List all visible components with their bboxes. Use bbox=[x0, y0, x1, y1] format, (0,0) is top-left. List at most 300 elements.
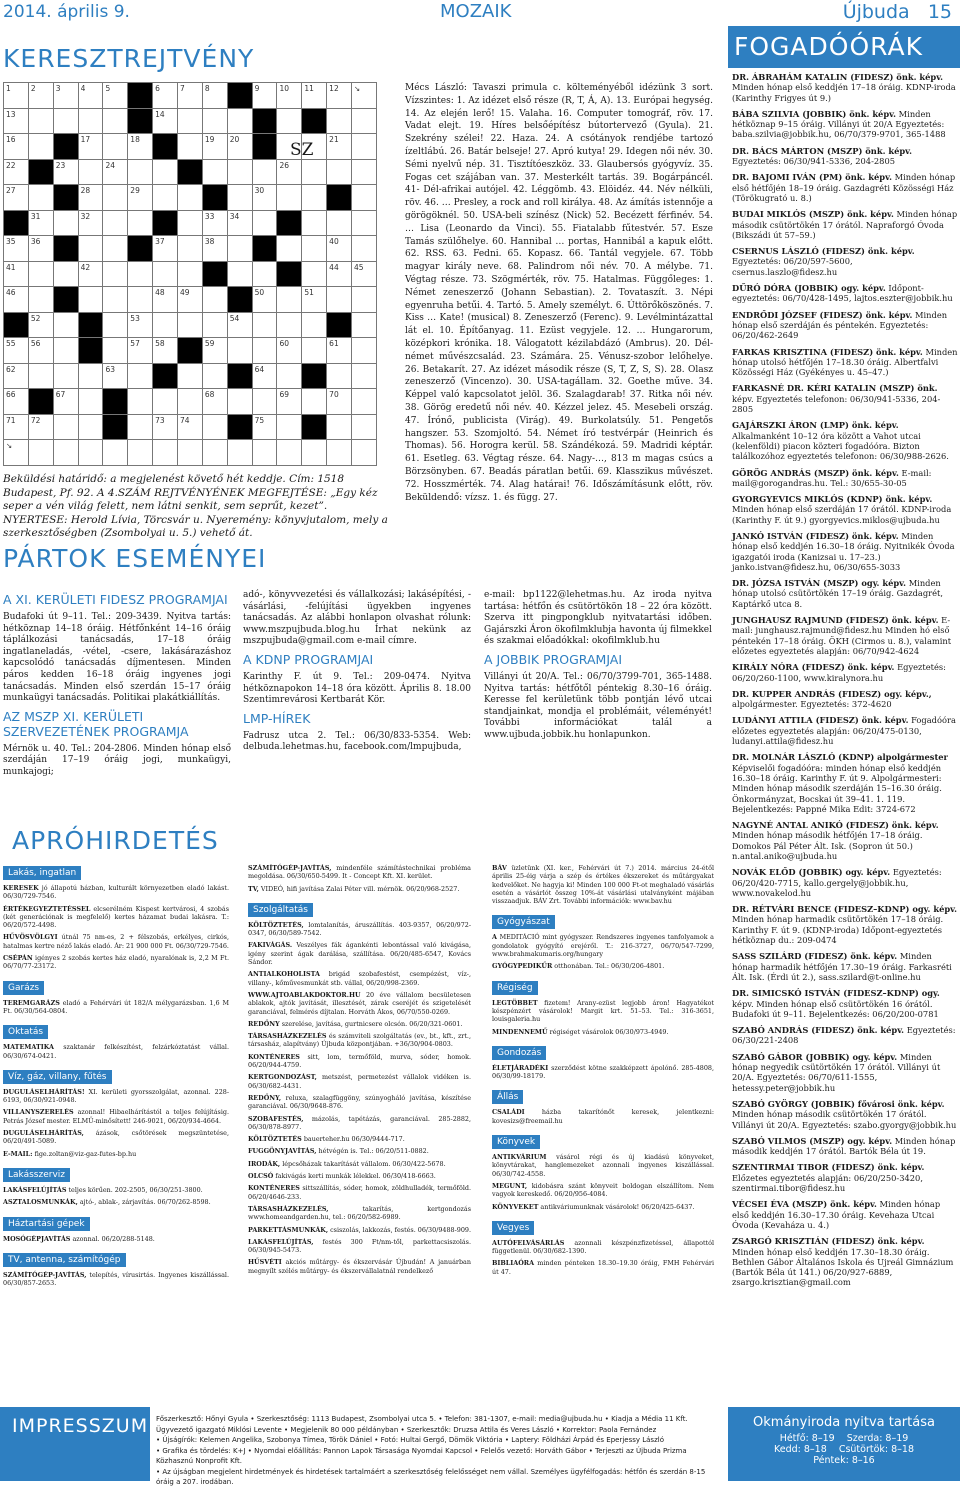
crossword-cell[interactable] bbox=[227, 261, 252, 287]
crossword-cell[interactable] bbox=[277, 414, 302, 440]
crossword-cell[interactable]: 24 bbox=[103, 159, 128, 185]
crossword-cell[interactable] bbox=[178, 389, 203, 415]
representative-name: GYORGYEVICS MIKLÓS (KDNP) önk. képv. bbox=[732, 494, 933, 505]
crossword-cell[interactable]: 71 bbox=[4, 414, 29, 440]
crossword-cell[interactable]: 29 bbox=[128, 185, 153, 211]
representative-name: SZABÓ VILMOS (MSZP) ogy. képv. bbox=[732, 1135, 893, 1146]
crossword-cell[interactable] bbox=[227, 389, 252, 415]
crossword-cell[interactable]: 27 bbox=[4, 185, 29, 211]
crossword-cell[interactable] bbox=[352, 159, 377, 185]
crossword-cell[interactable] bbox=[227, 287, 252, 313]
representative-name: VÉCSEI ÉVA (MSZP) önk. képv. bbox=[732, 1199, 877, 1210]
crossword-cell[interactable] bbox=[352, 338, 377, 364]
crossword-cell[interactable] bbox=[178, 210, 203, 236]
crossword-cell[interactable] bbox=[202, 108, 227, 134]
representative-details: Minden hónap utolsó csütörtökén 17–19 óráig. Gazdagrét, Kaptárkő utca 8. bbox=[732, 578, 943, 609]
office-hours-entry bbox=[732, 468, 958, 489]
party-text: Karinthy F. út 9. Tel.: 209-0474. Nyitva hétköznapokon 14–18 óra között. Április 8. 18.00 Szentimrevárosi Kertbarát Kör. bbox=[243, 671, 471, 706]
impressum-line: • Újságírók: Kelemen Angelika, Szobonya Tímea, Török Dániel • Fotó: Hultai Gergő, Dömök Viktória • Laptery: Földházi Árpád és Eperjessy László bbox=[156, 1436, 664, 1444]
page-header bbox=[0, 0, 960, 26]
crossword-cell[interactable] bbox=[202, 312, 227, 338]
crossword-cell[interactable] bbox=[178, 185, 203, 211]
crossword-cell[interactable]: 8 bbox=[202, 83, 227, 109]
crossword-cell[interactable]: 67 bbox=[53, 389, 78, 415]
crossword-cell[interactable]: 7 bbox=[178, 83, 203, 109]
crossword-cell[interactable] bbox=[28, 287, 53, 313]
crossword-cell[interactable] bbox=[153, 312, 178, 338]
crossword-cell[interactable]: 9 bbox=[252, 83, 277, 109]
crossword-cell[interactable] bbox=[128, 363, 153, 389]
crossword-cell[interactable] bbox=[78, 363, 103, 389]
crossword-cell[interactable] bbox=[128, 261, 153, 287]
representative-details: Minden hónap harmadik hétfőjén 17.30–19 óráig. Farkasréti Ált. Isk. (Érdi út 2.), sass.szilard@t-online.hu bbox=[732, 951, 952, 982]
crossword-cell[interactable] bbox=[252, 338, 277, 364]
crossword-cell[interactable] bbox=[352, 210, 377, 236]
crossword-cell[interactable] bbox=[28, 108, 53, 134]
crossword-cell[interactable] bbox=[252, 236, 277, 262]
crossword-cell[interactable] bbox=[78, 338, 103, 364]
office-hours-entry bbox=[732, 904, 958, 945]
crossword-cell[interactable]: 63 bbox=[103, 363, 128, 389]
crossword-cell[interactable] bbox=[227, 338, 252, 364]
crossword-cell[interactable] bbox=[4, 312, 29, 338]
crossword-cell[interactable] bbox=[227, 83, 252, 109]
crossword-cell[interactable]: 44 bbox=[327, 261, 352, 287]
classified-ad: BIBLIAÓRA minden pénteken 18.30–19.30 óráig, FMH Fehérvári út 47. bbox=[492, 1259, 714, 1276]
crossword-cell[interactable] bbox=[352, 185, 377, 211]
impressum-box bbox=[0, 1407, 150, 1481]
crossword-cell[interactable] bbox=[53, 261, 78, 287]
crossword-cell[interactable] bbox=[128, 236, 153, 262]
crossword-cell[interactable]: 32 bbox=[78, 210, 103, 236]
crossword-cell[interactable] bbox=[352, 134, 377, 160]
classified-ad: WWW.AJTOABLAKDOKTOR.HU 20 éve vállalom becsületesen ablakok, ajtók javítását, illesztését, zárak cseréjét és szigetelését garanciával, felmérés díjtalan. Horváth Ákos, 06/70/550-0269. bbox=[248, 990, 471, 1016]
crossword-cell[interactable] bbox=[78, 287, 103, 313]
crossword-cell[interactable] bbox=[302, 159, 327, 185]
crossword-cell[interactable] bbox=[178, 363, 203, 389]
impressum-line: Ügyvezető igazgató Miklósi Levente • Megjelenik 80 000 példányban • Szerkesztők: Druzsa Attila és Veres László • Korrektor: Paola Fernández bbox=[156, 1425, 657, 1434]
crossword-cell[interactable] bbox=[53, 210, 78, 236]
representative-name: DR. SIMICSKÓ ISTVÁN (FIDESZ–KDNP) ogy. bbox=[732, 988, 940, 999]
crossword-cell[interactable] bbox=[352, 363, 377, 389]
ad-category-label: Víz, gáz, villany, fűtés bbox=[3, 1070, 112, 1084]
representative-details: Minden hónap első keddjén 16.30–18 óráig. Nyitnikék Óvoda igazgatói iroda (Kanizsai u. 17–23.) janko.istvan@fidesz.hu, 06/30/655-3033 bbox=[732, 530, 955, 572]
crossword-cell[interactable]: 40 bbox=[327, 236, 352, 262]
crossword-cell[interactable]: 50 bbox=[252, 287, 277, 313]
crossword-cell[interactable]: 18 bbox=[128, 134, 153, 160]
crossword-cell[interactable]: 3 bbox=[53, 83, 78, 109]
crossword-cell[interactable] bbox=[302, 363, 327, 389]
crossword-cell[interactable] bbox=[103, 338, 128, 364]
crossword-cell[interactable] bbox=[327, 440, 352, 466]
crossword-cell[interactable] bbox=[302, 108, 327, 134]
classified-ad: CSÉPÁN igényes 2 szobás kertes ház eladó, nyaralónak is, 2,2 M Ft. 06/70/77-23172. bbox=[3, 954, 229, 971]
representative-name: KIRÁLY NÓRA (FIDESZ) önk. képv. bbox=[732, 662, 895, 673]
crossword-cell[interactable] bbox=[302, 236, 327, 262]
crossword-cell[interactable] bbox=[277, 312, 302, 338]
issue-date: 2014. április 9. bbox=[3, 2, 130, 22]
crossword-cell[interactable] bbox=[277, 108, 302, 134]
crossword-cell[interactable] bbox=[327, 287, 352, 313]
crossword-cell[interactable] bbox=[178, 338, 203, 364]
crossword-cell[interactable]: 68 bbox=[202, 389, 227, 415]
classified-ad: SZOBAFESTÉS, mázolás, tapétázás, garanciával. 285-2882, 06/30/878-8977. bbox=[248, 1114, 471, 1131]
crossword-cell[interactable] bbox=[103, 414, 128, 440]
crossword-cell[interactable] bbox=[327, 210, 352, 236]
crossword-cell[interactable]: 75 bbox=[252, 414, 277, 440]
crossword-cell[interactable]: 6 bbox=[153, 83, 178, 109]
crossword-cell[interactable]: 20 bbox=[227, 134, 252, 160]
crossword-cell[interactable] bbox=[202, 363, 227, 389]
crossword-cell[interactable] bbox=[128, 287, 153, 313]
crossword-cell[interactable] bbox=[153, 210, 178, 236]
crossword-cell[interactable] bbox=[302, 312, 327, 338]
classified-ad: LEGTÖBBET fizetem! Arany-ezüst legjobb áron! Hagyatékot készpénzért vásárolok! Margit krt. 51–53. Tel.: 316-3651, louisgaleria.hu bbox=[492, 998, 714, 1024]
crossword-cell[interactable] bbox=[53, 185, 78, 211]
crossword-cell[interactable] bbox=[78, 440, 103, 466]
crossword-cell[interactable] bbox=[227, 185, 252, 211]
crossword-cell[interactable]: 70 bbox=[327, 389, 352, 415]
crossword-cell[interactable] bbox=[302, 414, 327, 440]
crossword-cell[interactable]: 38 bbox=[202, 236, 227, 262]
crossword-cell[interactable] bbox=[78, 312, 103, 338]
crossword-cell[interactable] bbox=[352, 108, 377, 134]
representative-details: Egyeztetés: 06/20/597-5600, csernus.laszlo@fidesz.hu bbox=[732, 256, 853, 277]
representative-details: képv. Egyeztetés telefonon: 06/30/941-5336, 204-2805 bbox=[732, 393, 941, 415]
crossword-cell[interactable] bbox=[202, 261, 227, 287]
representative-name: ENDRŐDI JÓZSEF (FIDESZ) önk. képv. bbox=[732, 309, 913, 320]
classified-ad: HŰSVÉTI akciós műtárgy- és ékszervásár Újbudán! A januárban megnyílt szélés műtárgy- és ékszervállalatnál rendelkező bbox=[248, 1258, 471, 1275]
crossword-cell[interactable] bbox=[103, 236, 128, 262]
crossword-cell[interactable] bbox=[53, 312, 78, 338]
crossword-cell[interactable] bbox=[78, 389, 103, 415]
crossword-cell[interactable]: 57 bbox=[128, 338, 153, 364]
crossword-cell[interactable] bbox=[352, 414, 377, 440]
impressum-line: • Grafika és tördelés: K+J • Nyomdai előállítás: Pannon Lapok Társasága Nyomdai Kapcsol • Felelős vezető: Horváth Gábor • Terjeszti az Újbuda Prizma Közhasznú Nonprofit Kft. bbox=[156, 1446, 687, 1465]
office-hours-entry bbox=[732, 72, 958, 103]
impressum-line: Főszerkesztő: Hőnyi Gyula • Szerkesztőség: 1113 Budapest, Zsombolyai utca 5. • Telefon: 381-1307, e-mail: media@ujbuda.hu • Kiadja a Média 11 Kft. bbox=[156, 1415, 688, 1423]
crossword-cell[interactable] bbox=[53, 440, 78, 466]
crossword-cell[interactable]: 72 bbox=[28, 414, 53, 440]
crossword-cell[interactable] bbox=[128, 210, 153, 236]
crossword-cell[interactable] bbox=[28, 134, 53, 160]
classified-ad: E-MAIL: fige.zoltan@viz-gaz-futes-bp.hu bbox=[3, 1149, 137, 1158]
crossword-cell[interactable]: 73 bbox=[153, 414, 178, 440]
ad-category-label: Háztartási gépek bbox=[3, 1217, 90, 1231]
crossword-cell[interactable]: 10 bbox=[277, 83, 302, 109]
crossword-cell[interactable] bbox=[128, 414, 153, 440]
ad-category-label: Állás bbox=[492, 1090, 523, 1104]
ad-category-label: Garázs bbox=[3, 981, 44, 995]
crossword-cell[interactable]: 31 bbox=[28, 210, 53, 236]
crossword-cell[interactable] bbox=[178, 440, 203, 466]
crossword-cell[interactable] bbox=[28, 440, 53, 466]
crossword-cell[interactable]: 2 bbox=[28, 83, 53, 109]
crossword-cell[interactable]: 1 bbox=[4, 83, 29, 109]
crossword-cell[interactable] bbox=[53, 287, 78, 313]
office-hours-entry bbox=[732, 383, 958, 414]
crossword-cell[interactable]: 16 bbox=[4, 134, 29, 160]
representative-details: Egyeztetés: 06/30/221-2408 bbox=[732, 1025, 956, 1046]
ad-category-label: Könyvek bbox=[492, 1135, 540, 1149]
crossword-cell[interactable] bbox=[227, 159, 252, 185]
office-hours-entry bbox=[732, 1025, 958, 1046]
office-hours-entry bbox=[732, 109, 958, 140]
crossword-cell[interactable] bbox=[277, 236, 302, 262]
impressum-text bbox=[156, 1414, 716, 1488]
ad-category-label: Lakás, ingatlan bbox=[3, 866, 81, 880]
crossword-cell[interactable]: ↘ bbox=[4, 440, 29, 466]
representative-name: SZABÓ GYÖRGY (JOBBIK) fővárosi önk. képv. bbox=[732, 1098, 945, 1109]
party-text: e-mail: bp1122@lehetmas.hu. Az iroda nyitva tartása: hétfőn és csütörtökön 18 – 22 óra között. Szerva itt pingpongklub nyitvatartási időben. Gajárszki Áron ökofilmklubja havonta új filmekkel és szakmai előadókkal: okofilmklub.hu bbox=[484, 590, 712, 647]
crossword-cell[interactable] bbox=[128, 389, 153, 415]
crossword-cell[interactable] bbox=[153, 185, 178, 211]
ad-category-label: Gondozás bbox=[492, 1046, 546, 1060]
crossword-cell[interactable]: 61 bbox=[327, 338, 352, 364]
representative-details: E-mail: junghausz.rajmund@fidesz.hu Minden hó első péntekén 17–18 óráig. ÖKH (Cirmos u. 8.), valamint előzetes egyeztetés alapján: 06/70/942-4624 bbox=[732, 615, 952, 656]
crossword-cell[interactable] bbox=[352, 389, 377, 415]
crossword-cell[interactable] bbox=[327, 159, 352, 185]
crossword-cell[interactable]: 5 bbox=[103, 83, 128, 109]
crossword-cell[interactable] bbox=[53, 338, 78, 364]
classified-ad: CSALÁDI házba takarítónőt keresek, jelentkezni: kovesizs@freemail.hu bbox=[492, 1108, 714, 1125]
crossword-cell[interactable] bbox=[128, 159, 153, 185]
crossword-cell[interactable] bbox=[202, 440, 227, 466]
crossword-cell[interactable]: 19 bbox=[202, 134, 227, 160]
crossword-cell[interactable] bbox=[78, 236, 103, 262]
crossword-cell[interactable]: 48 bbox=[153, 287, 178, 313]
office-hours-entry bbox=[732, 689, 958, 710]
crossword-cell[interactable] bbox=[252, 108, 277, 134]
crossword-cell[interactable] bbox=[103, 134, 128, 160]
crossword-cell[interactable] bbox=[78, 108, 103, 134]
crossword-cell[interactable]: 59 bbox=[202, 338, 227, 364]
crossword-cell[interactable] bbox=[277, 287, 302, 313]
crossword-cell[interactable] bbox=[277, 261, 302, 287]
crossword-cell[interactable] bbox=[28, 261, 53, 287]
crossword-cell[interactable] bbox=[28, 363, 53, 389]
crossword-cell[interactable] bbox=[53, 108, 78, 134]
classified-ad: VILLANYSZERELÉS azonnal! Hibaelhárítástól a teljes felújításig. Petrás József mester. ELMŰ-minősített! 246-9021, 06/20/934-4664. bbox=[3, 1108, 229, 1125]
crossword-cell[interactable]: 30 bbox=[252, 185, 277, 211]
crossword-cell[interactable] bbox=[252, 389, 277, 415]
crossword-cell[interactable]: 13 bbox=[4, 108, 29, 134]
crossword-cell[interactable]: 46 bbox=[4, 287, 29, 313]
crossword-cell[interactable]: 35 bbox=[4, 236, 29, 262]
crossword-cell[interactable] bbox=[78, 159, 103, 185]
crossword-cell[interactable]: 55 bbox=[4, 338, 29, 364]
office-hours-entry bbox=[732, 310, 958, 341]
crossword-cell[interactable]: 54 bbox=[227, 312, 252, 338]
crossword-cell[interactable] bbox=[153, 159, 178, 185]
crossword-cell[interactable] bbox=[178, 312, 203, 338]
crossword-cell[interactable]: 12 bbox=[327, 83, 352, 109]
crossword-cell[interactable] bbox=[153, 440, 178, 466]
crossword-cell[interactable] bbox=[4, 210, 29, 236]
crossword-cell[interactable] bbox=[302, 338, 327, 364]
crossword-cell[interactable] bbox=[103, 210, 128, 236]
crossword-cell[interactable] bbox=[128, 108, 153, 134]
crossword-cell[interactable]: 74 bbox=[178, 414, 203, 440]
crossword-cell[interactable] bbox=[227, 363, 252, 389]
crossword-cell[interactable] bbox=[352, 440, 377, 466]
crossword-cell[interactable] bbox=[103, 261, 128, 287]
crossword-cell[interactable] bbox=[252, 440, 277, 466]
crossword-cell[interactable] bbox=[103, 389, 128, 415]
crossword-cell[interactable]: 42 bbox=[78, 261, 103, 287]
crossword-cell[interactable] bbox=[53, 236, 78, 262]
crossword-cell[interactable] bbox=[28, 159, 53, 185]
ad-category-label: Szolgáltatás bbox=[248, 903, 313, 917]
party-heading: AZ MSZP XI. KERÜLETI SZERVEZETÉNEK PROGRAMJA bbox=[3, 708, 189, 739]
crossword-cell[interactable] bbox=[153, 363, 178, 389]
crossword-cell[interactable]: 34 bbox=[227, 210, 252, 236]
crossword-cell[interactable]: 37 bbox=[153, 236, 178, 262]
crossword-cell[interactable] bbox=[103, 108, 128, 134]
crossword-cell[interactable] bbox=[53, 414, 78, 440]
crossword-cell[interactable] bbox=[128, 440, 153, 466]
crossword-cell[interactable]: 69 bbox=[277, 389, 302, 415]
impressum-line: • Az újságban megjelent hirdetmények és hirdetések tartalmáért a szerkesztőség felelősséget nem vállal. Személyes ügyfélfogadás: hétfőn és szerdán 8-15 óráig a 207. irodában. bbox=[156, 1467, 706, 1486]
crossword-cell[interactable] bbox=[202, 414, 227, 440]
crossword-cell[interactable] bbox=[327, 363, 352, 389]
representative-name: FARKAS KRISZTINA (FIDESZ) önk. képv. bbox=[732, 346, 923, 357]
crossword-cell[interactable] bbox=[327, 312, 352, 338]
crossword-cell[interactable] bbox=[53, 134, 78, 160]
parties-title: PÁRTOK ESEMÉNYEI bbox=[3, 544, 267, 573]
crossword-cell[interactable]: 62 bbox=[4, 363, 29, 389]
ads-column-3 bbox=[492, 864, 714, 1280]
crossword-cell[interactable]: 22 bbox=[4, 159, 29, 185]
crossword-cell[interactable]: 17 bbox=[78, 134, 103, 160]
crossword-cell[interactable] bbox=[252, 312, 277, 338]
office-hours-entry bbox=[732, 347, 958, 378]
crossword-grid[interactable] bbox=[3, 82, 377, 466]
crossword-cell[interactable] bbox=[252, 159, 277, 185]
crossword-cell[interactable]: 52 bbox=[28, 312, 53, 338]
crossword-cell[interactable] bbox=[153, 389, 178, 415]
crossword-cell[interactable]: 11 bbox=[302, 83, 327, 109]
crossword-cell[interactable] bbox=[202, 185, 227, 211]
crossword-cell[interactable] bbox=[327, 414, 352, 440]
crossword-cell[interactable] bbox=[178, 236, 203, 262]
office-hours-entry bbox=[732, 867, 958, 898]
party-text: adó-, könyvvezetési és vállalkozási; lakásépítési, -vásárlási, -felújítási ügyekben ingyenes tanácsadás. Az alábbi honlapon olvashat rólunk: www.mszpujbuda.blog.hu Írhat nekünk az mszpujbuda@gmail.com e-mail címre. bbox=[243, 590, 471, 647]
crossword-cell[interactable]: 14 bbox=[153, 108, 178, 134]
representative-details: Alkalmanként 10–12 óra között a Vahot utcai (kelenföldi) piacon közteri fogadóóra. Bizton találkozóhoz egyeztetés telefonon: 06/30/988-2626. bbox=[732, 430, 949, 462]
crossword-cell[interactable] bbox=[252, 210, 277, 236]
classified-ad: REDŐNY, reluxa, szalagfüggöny, szúnyogháló javítása, készítése garanciával. 06/30/9648-876. bbox=[248, 1093, 471, 1111]
representative-details: Minden hónap második keddjén 17 órától. Bartók Béla út 19. bbox=[732, 1135, 956, 1157]
representative-name: BUDAI MIKLÓS (MSZP) önk. képv. bbox=[732, 209, 894, 220]
crossword-cell[interactable] bbox=[103, 287, 128, 313]
crossword-cell[interactable] bbox=[277, 185, 302, 211]
crossword-cell[interactable]: 56 bbox=[28, 338, 53, 364]
crossword-cell[interactable]: 21 bbox=[327, 134, 352, 160]
crossword-cell[interactable] bbox=[103, 185, 128, 211]
crossword-cell[interactable]: 41 bbox=[4, 261, 29, 287]
representative-details: Minden hónap első szerdáján és péntekén. Egyeztetés: 06/20/462-2649 bbox=[732, 309, 948, 341]
crossword-cell[interactable] bbox=[178, 159, 203, 185]
crossword-cell[interactable] bbox=[327, 108, 352, 134]
crossword-cell[interactable] bbox=[178, 261, 203, 287]
crossword-cell[interactable]: 28 bbox=[78, 185, 103, 211]
crossword-cell[interactable] bbox=[277, 440, 302, 466]
classified-ad: REDŐNY szerelése, javítása, gurtnicsere olcsón. 06/20/321-0601. bbox=[248, 1019, 463, 1028]
crossword-cell[interactable]: 36 bbox=[28, 236, 53, 262]
crossword-cell[interactable] bbox=[103, 440, 128, 466]
office-hours-entry bbox=[732, 752, 958, 814]
office-hours-entry bbox=[732, 420, 958, 461]
crossword-cell[interactable]: 51 bbox=[302, 287, 327, 313]
crossword-cell[interactable] bbox=[28, 389, 53, 415]
classified-ad: ANTIALKOHOLISTA brigád szobafestést, csempézést, víz-, villany-, kőművesmunkát stb. vállal, 06/20/998-2369. bbox=[248, 970, 471, 987]
crossword-cell[interactable] bbox=[178, 134, 203, 160]
crossword-cell[interactable] bbox=[227, 440, 252, 466]
crossword-cell[interactable] bbox=[252, 261, 277, 287]
crossword-cell[interactable] bbox=[227, 108, 252, 134]
crossword-cell[interactable] bbox=[78, 414, 103, 440]
representative-name: DR. BAJOMI IVÁN (PM) önk. képv. bbox=[732, 172, 892, 183]
representative-details: Egyeztetés: 06/20/420-7715, kallo.gergely@jobbik.hu, www.novakelod.hu bbox=[732, 867, 942, 898]
crossword-cell[interactable] bbox=[202, 287, 227, 313]
classified-ad: HŰVÖSVÖLGYI útnál 75 nm-es, 2 + félszobás, erkélyes, cirkós, hatalmas kertre néző lakás eladó. Ár: 21 900 000 Ft. 06/30/729-7546. bbox=[3, 933, 229, 950]
crossword-cell[interactable] bbox=[302, 185, 327, 211]
crossword-cell[interactable] bbox=[153, 134, 178, 160]
crossword-cell[interactable] bbox=[227, 236, 252, 262]
crossword-cell[interactable] bbox=[153, 261, 178, 287]
crossword-cell[interactable] bbox=[302, 210, 327, 236]
classified-ad: KERTGONDOZÁST, metszést, permetezést vállalok vidéken is. 06/30/682-4431. bbox=[248, 1073, 471, 1090]
crossword-cell[interactable]: 64 bbox=[252, 363, 277, 389]
party-heading: A XI. KERÜLETI FIDESZ PROGRAMJAI bbox=[3, 592, 228, 607]
crossword-cell[interactable] bbox=[53, 363, 78, 389]
representative-details: Minden hónap második csütörtökén 17 órától. Napraforgó Óvoda (Bikszádi út 57–59.) bbox=[732, 209, 958, 240]
crossword-cell[interactable] bbox=[277, 210, 302, 236]
crossword-cell[interactable]: 58 bbox=[153, 338, 178, 364]
crossword-cell[interactable] bbox=[227, 414, 252, 440]
crossword-cell[interactable] bbox=[202, 159, 227, 185]
crossword-cell[interactable] bbox=[352, 312, 377, 338]
crossword-cell[interactable] bbox=[277, 363, 302, 389]
crossword-cell[interactable]: ↘ bbox=[352, 83, 377, 109]
crossword-cell[interactable] bbox=[252, 134, 277, 160]
crossword-cell[interactable] bbox=[128, 83, 153, 109]
crossword-cell[interactable]: 60 bbox=[277, 338, 302, 364]
classified-ad: KERESEK jó állapotú házban, kulturált környezetben eladó lakást. 06/30/729-7546. bbox=[3, 884, 229, 901]
office-hours-entry bbox=[732, 662, 958, 683]
crossword-cell[interactable]: 53 bbox=[128, 312, 153, 338]
office-hours-entry bbox=[732, 1136, 958, 1157]
crossword-cell[interactable]: 26 bbox=[277, 159, 302, 185]
crossword-cell[interactable] bbox=[302, 389, 327, 415]
crossword-cell[interactable]: 45 bbox=[352, 261, 377, 287]
crossword-cell[interactable]: 33 bbox=[202, 210, 227, 236]
crossword-cell[interactable] bbox=[352, 236, 377, 262]
crossword-cell[interactable]: 23 bbox=[53, 159, 78, 185]
crossword-cell[interactable]: 4 bbox=[78, 83, 103, 109]
office-hours-entry bbox=[732, 988, 958, 1019]
crossword-cell[interactable] bbox=[352, 287, 377, 313]
crossword-cell[interactable] bbox=[302, 261, 327, 287]
crossword-cell[interactable] bbox=[103, 312, 128, 338]
crossword-cell[interactable] bbox=[327, 185, 352, 211]
crossword-cell[interactable]: 66 bbox=[4, 389, 29, 415]
crossword-cell[interactable] bbox=[28, 185, 53, 211]
crossword-cell[interactable]: 49 bbox=[178, 287, 203, 313]
crossword-cell[interactable] bbox=[302, 440, 327, 466]
crossword-cell[interactable] bbox=[178, 108, 203, 134]
